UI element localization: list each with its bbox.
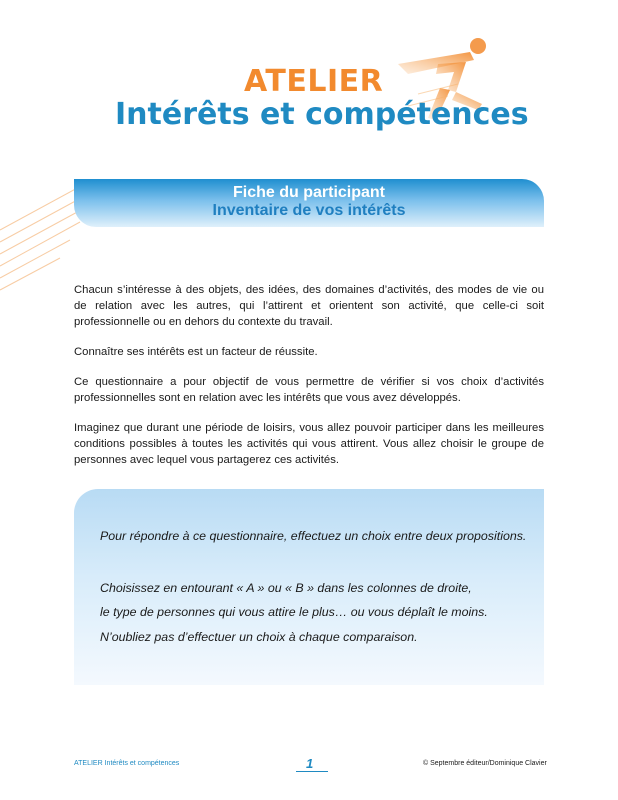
instruction-line: Pour répondre à ce questionnaire, effectuez un choix entre deux propositions. bbox=[100, 529, 527, 543]
footer-copyright: © Septembre éditeur/Dominique Clavier bbox=[423, 760, 547, 767]
title-banner bbox=[74, 179, 544, 227]
paragraph: Connaître ses intérêts est un facteur de réussite. bbox=[74, 346, 318, 358]
paragraph: Imaginez que durant une période de loisirs, vous allez pouvoir participer dans les meilleures conditions possibles à toutes les activités qui vous attirent. Vous allez choisir le groupe de personnes avec lequel vous partagerez ces activités. bbox=[74, 422, 544, 466]
instruction-line: N’oubliez pas d’effectuer un choix à chaque comparaison. bbox=[100, 630, 418, 644]
banner-subtitle: Inventaire de vos intérêts bbox=[212, 202, 406, 219]
banner-title: Fiche du participant bbox=[232, 184, 385, 201]
instruction-line: le type de personnes qui vous attire le plus… ou vous déplaît le moins. bbox=[100, 605, 488, 619]
footer-title: ATELIER Intérêts et compétences bbox=[74, 760, 180, 767]
footer-divider bbox=[296, 771, 328, 772]
intro-text bbox=[74, 282, 544, 482]
title-subtitle: Intérêts et compétences bbox=[115, 97, 529, 132]
paragraph: Chacun s’intéresse à des objets, des idées, des domaines d’activités, des modes de vie ou de relation avec les autres, qui l’attirent et orientent son activité, que celle-ci soit professionnelle ou en dehors du contexte du travail. bbox=[74, 284, 544, 328]
paragraph: Ce questionnaire a pour objectif de vous permettre de vérifier si vos choix d’activités professionnelles sont en relation avec les intérêts que vous avez développés. bbox=[74, 376, 544, 404]
instructions-box bbox=[74, 489, 544, 685]
instruction-line: Choisissez en entourant « A » ou « B » dans les colonnes de droite, bbox=[100, 581, 472, 595]
title-atelier: ATELIER bbox=[244, 64, 384, 99]
page-number: 1 bbox=[306, 756, 314, 771]
